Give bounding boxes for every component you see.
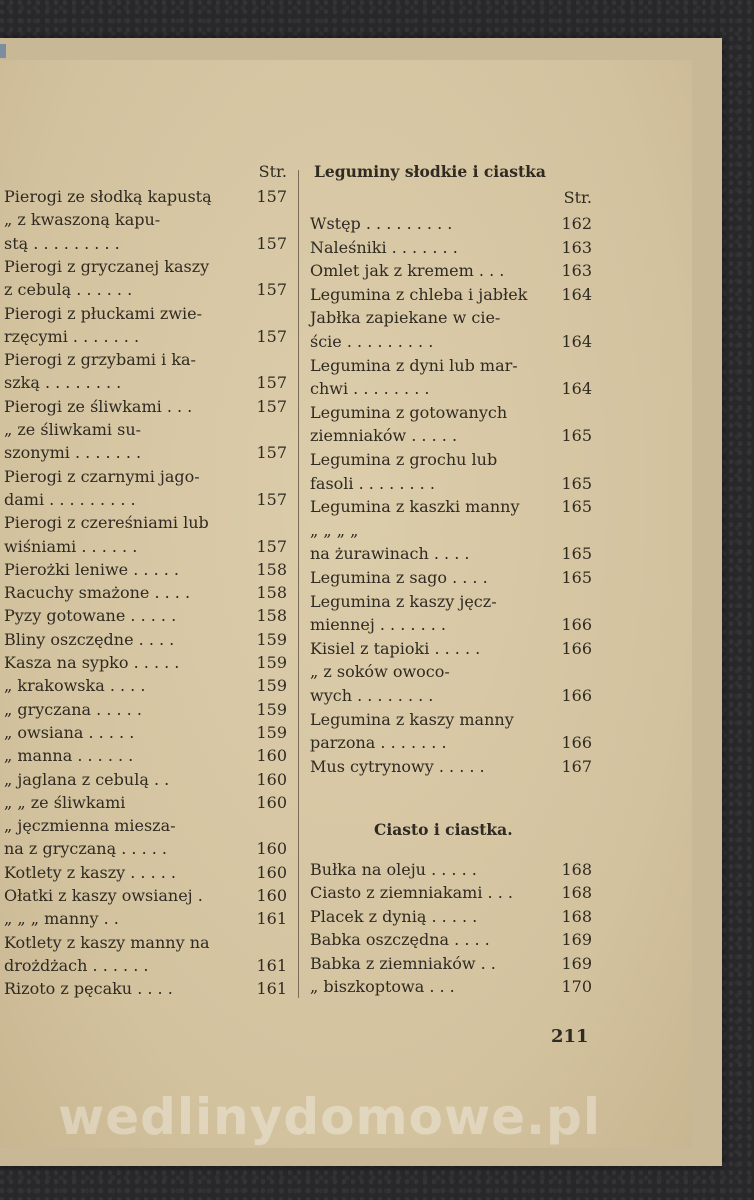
left-entry-page: 159	[256, 629, 287, 649]
left-entry-title: stą . . . . . . . . .	[4, 233, 120, 253]
left-entry-page: 157	[256, 280, 287, 300]
right-ciasto-entry	[310, 928, 592, 951]
left-entry-title: Pyzy gotowane . . . . .	[4, 606, 177, 626]
right-entry	[310, 566, 592, 589]
right-ciasto-entry	[310, 858, 592, 881]
left-entry-title: Pierogi z gryczanej kaszy	[4, 256, 210, 276]
right-ciasto-entry-page: 168	[561, 860, 592, 879]
left-entry-title: szonymi . . . . . . .	[4, 443, 142, 463]
left-entry	[4, 604, 287, 627]
right-entry	[310, 590, 592, 613]
left-entry	[4, 488, 287, 511]
left-entry-page: 157	[256, 373, 287, 393]
left-entry-page: 157	[256, 443, 287, 463]
right-entry	[310, 377, 592, 400]
left-entry	[4, 837, 287, 860]
left-entry-page: 160	[256, 792, 287, 812]
right-entry-page: 164	[561, 379, 592, 399]
left-entry	[4, 185, 287, 208]
left-entry-title: Pierogi z płuckami zwie-	[4, 303, 203, 323]
left-entry-page: 157	[256, 233, 287, 253]
right-ciasto-entry-page: 168	[561, 883, 592, 903]
right-entry-title: Wstęp . . . . . . . . .	[310, 214, 453, 233]
right-entry-page: 166	[561, 638, 592, 658]
left-entry-title: Pierogi z grzybami i ka-	[4, 350, 196, 370]
right-entry	[310, 424, 592, 447]
left-entry-title: Kotlety z kaszy . . . . .	[4, 862, 177, 882]
left-entry-page: 157	[256, 187, 287, 206]
right-entry-title: Legumina z grochu lub	[310, 450, 498, 469]
right-ciasto-entry-title: „ biszkoptowa . . .	[310, 977, 455, 996]
right-entry-title: Omlet jak z kremem . . .	[310, 261, 505, 281]
left-entry	[4, 232, 287, 255]
left-entry-page: 157	[256, 326, 287, 346]
left-entry-title: drożdżach . . . . . .	[4, 955, 149, 975]
left-entry	[4, 931, 287, 954]
left-entry-title: na z gryczaną . . . . .	[4, 839, 168, 859]
right-entry	[310, 708, 592, 731]
section-heading-leguminy: Leguminy słodkie i ciastka	[314, 162, 546, 181]
right-entry-title: fasoli . . . . . . . .	[310, 473, 435, 493]
left-entry-title: Pierogi z czarnymi jago-	[4, 466, 200, 486]
right-ciasto-entry-page: 170	[561, 977, 592, 996]
right-entry-title: Naleśniki . . . . . . .	[310, 237, 458, 257]
right-entry-title: Legumina z kaszy manny	[310, 709, 514, 729]
right-entry-title: na żurawinach . . . .	[310, 544, 470, 564]
left-entry	[4, 907, 287, 930]
right-entry-title: Legumina z kaszki manny	[310, 497, 520, 517]
left-entry	[4, 255, 287, 278]
left-entry-title: „ gryczana . . . . .	[4, 699, 142, 719]
right-entry	[310, 259, 592, 282]
left-entry	[4, 581, 287, 604]
right-entry	[310, 660, 592, 683]
left-entry	[4, 698, 287, 721]
right-entry-page: 163	[561, 261, 592, 281]
left-entry-page: 159	[256, 676, 287, 696]
right-ciasto-entry	[310, 881, 592, 904]
left-entry-page: 158	[256, 583, 287, 603]
left-entry	[4, 395, 287, 418]
right-entry	[310, 637, 592, 660]
left-entry	[4, 814, 287, 837]
left-entry	[4, 511, 287, 534]
left-entry-page: 159	[256, 653, 287, 672]
left-entry-page: 158	[256, 559, 287, 579]
left-entry-page: 159	[256, 722, 287, 742]
right-entry-title: Jabłka zapiekane w cie-	[310, 308, 501, 328]
left-entry	[4, 628, 287, 651]
left-entry-title: Racuchy smażone . . . .	[4, 583, 191, 603]
left-entry-title: rzęcymi . . . . . . .	[4, 326, 140, 346]
right-entry-page: 165	[561, 426, 592, 446]
left-entry-title: Ołatki z kaszy owsianej .	[4, 886, 203, 905]
right-ciasto-entry	[310, 952, 592, 975]
left-entry	[4, 721, 287, 744]
watermark: wedlinydomowe.pl	[58, 1088, 601, 1146]
left-entry-page: 160	[256, 886, 287, 905]
left-entry	[4, 674, 287, 697]
right-entry	[310, 542, 592, 565]
right-entry	[310, 448, 592, 471]
right-ciasto-entry	[310, 975, 592, 998]
left-entry-title: „ „ „ manny . .	[4, 909, 119, 929]
left-entry-title: dami . . . . . . . . .	[4, 489, 136, 509]
right-ciasto-entry-title: Babka oszczędna . . . .	[310, 930, 490, 950]
right-ciasto-entry-title: Placek z dynią . . . . .	[310, 906, 478, 926]
right-entry	[310, 519, 592, 542]
right-entry-page: 167	[561, 756, 592, 776]
left-str-header: Str.	[258, 162, 287, 181]
left-str-header-row	[4, 160, 287, 183]
right-ciasto-entry-title: Ciasto z ziemniakami . . .	[310, 883, 513, 903]
left-entry	[4, 348, 287, 371]
right-entry-page: 166	[561, 733, 592, 753]
left-entry	[4, 441, 287, 464]
right-entry-title: Legumina z sago . . . .	[310, 568, 488, 587]
left-entry-title: Kotlety z kaszy manny na	[4, 932, 210, 952]
right-entry	[310, 684, 592, 707]
right-entry-title: ście . . . . . . . . .	[310, 332, 434, 351]
left-entry	[4, 768, 287, 791]
left-entry-title: z cebulą . . . . . .	[4, 280, 133, 300]
right-entry-page: 165	[561, 473, 592, 493]
right-ciasto-entry	[310, 905, 592, 928]
left-entry-page: 160	[256, 839, 287, 859]
left-entry	[4, 954, 287, 977]
right-entry	[310, 495, 592, 518]
left-entry-title: „ „ ze śliwkami	[4, 792, 126, 812]
left-entry-page: 159	[256, 699, 287, 719]
left-entry-title: „ z kwaszoną kapu-	[4, 210, 161, 230]
left-entry	[4, 651, 287, 674]
right-entry	[310, 401, 592, 424]
right-entry-title: wych . . . . . . . .	[310, 686, 434, 705]
left-entry	[4, 371, 287, 394]
right-entry	[310, 472, 592, 495]
left-entry	[4, 208, 287, 231]
right-ciasto-entry-page: 168	[561, 906, 592, 926]
left-entry-page: 157	[256, 396, 287, 416]
page-tab	[0, 44, 6, 58]
left-entry-title: „ krakowska . . . .	[4, 676, 146, 696]
left-entry-title: Pierogi ze słodką kapustą	[4, 187, 212, 206]
page-number: 211	[551, 1026, 589, 1047]
left-entry-title: Pierożki leniwe . . . . .	[4, 559, 179, 579]
left-entry-page: 161	[256, 955, 287, 975]
left-entry	[4, 278, 287, 301]
right-entry-title: Kisiel z tapioki . . . . .	[310, 638, 481, 658]
right-entry-title: Legumina z chleba i jabłek	[310, 284, 528, 304]
right-entry-title: chwi . . . . . . . .	[310, 379, 430, 399]
left-entry-page: 158	[256, 606, 287, 626]
left-entry-page: 160	[256, 746, 287, 766]
left-entry-page: 160	[256, 769, 287, 789]
right-entry	[310, 354, 592, 377]
right-entry	[310, 330, 592, 353]
left-entry-title: szką . . . . . . . .	[4, 373, 122, 393]
left-entry-title: „ jaglana z cebulą . .	[4, 769, 170, 789]
section-heading-ciasto: Ciasto i ciastka.	[374, 820, 513, 839]
right-entry-title: ziemniaków . . . . .	[310, 426, 458, 446]
left-entry	[4, 744, 287, 767]
right-entry-page: 165	[561, 544, 592, 564]
left-entry-title: Bliny oszczędne . . . .	[4, 629, 175, 649]
left-entry	[4, 535, 287, 558]
left-entry-page: 157	[256, 489, 287, 509]
right-str-header: Str.	[563, 188, 592, 207]
right-entry	[310, 283, 592, 306]
right-entry	[310, 731, 592, 754]
right-entry-page: 165	[561, 497, 592, 517]
left-entry-page: 161	[256, 979, 287, 999]
left-entry	[4, 302, 287, 325]
left-entry	[4, 465, 287, 488]
right-ciasto-entry-title: Babka z ziemniaków . .	[310, 953, 496, 973]
left-entry-title: Rizoto z pęcaku . . . .	[4, 979, 173, 999]
left-entry-title: Pierogi z czereśniami lub	[4, 513, 209, 533]
right-entry-title: Legumina z gotowanych	[310, 402, 508, 422]
right-entry-title: parzona . . . . . . .	[310, 733, 447, 753]
left-entry-page: 157	[256, 536, 287, 556]
right-entry-page: 165	[561, 568, 592, 587]
right-entry	[310, 613, 592, 636]
right-entry-page: 162	[561, 214, 592, 233]
left-entry-title: „ ze śliwkami su-	[4, 420, 142, 439]
right-entry-title: „ z soków owoco-	[310, 662, 450, 682]
left-entry-page: 161	[256, 909, 287, 929]
left-entry-title: Kasza na sypko . . . . .	[4, 653, 180, 672]
left-entry	[4, 884, 287, 907]
right-str-header-row	[310, 186, 592, 209]
right-ciasto-entry-page: 169	[561, 953, 592, 973]
right-entry-page: 166	[561, 615, 592, 635]
right-entry-title: Legumina z kaszy jęcz-	[310, 591, 497, 611]
left-entry	[4, 977, 287, 1000]
left-entry-title: „ jęczmienna miesza-	[4, 816, 176, 836]
right-entry	[310, 306, 592, 329]
right-entry	[310, 236, 592, 259]
column-divider	[298, 170, 299, 998]
right-entry-page: 163	[561, 237, 592, 257]
left-entry-title: „ owsiana . . . . .	[4, 722, 135, 742]
right-entry-page: 164	[561, 284, 592, 304]
right-ciasto-entry-page: 169	[561, 930, 592, 950]
left-entry-page: 160	[256, 862, 287, 882]
right-entry-title: miennej . . . . . . .	[310, 615, 446, 635]
right-entry-page: 164	[561, 332, 592, 351]
right-entry-page: 166	[561, 686, 592, 705]
left-entry	[4, 418, 287, 441]
right-entry	[310, 212, 592, 235]
left-entry	[4, 861, 287, 884]
left-entry-title: Pierogi ze śliwkami . . .	[4, 396, 193, 416]
right-entry	[310, 755, 592, 778]
left-entry	[4, 791, 287, 814]
right-entry-title: Legumina z dyni lub mar-	[310, 355, 518, 375]
left-entry-title: wiśniami . . . . . .	[4, 536, 138, 556]
right-entry-title: Mus cytrynowy . . . . .	[310, 756, 485, 776]
right-ciasto-entry-title: Bułka na oleju . . . . .	[310, 860, 477, 879]
left-entry	[4, 325, 287, 348]
left-entry	[4, 558, 287, 581]
right-entry-title: „ „ „ „	[310, 520, 359, 540]
left-entry-title: „ manna . . . . . .	[4, 746, 134, 766]
